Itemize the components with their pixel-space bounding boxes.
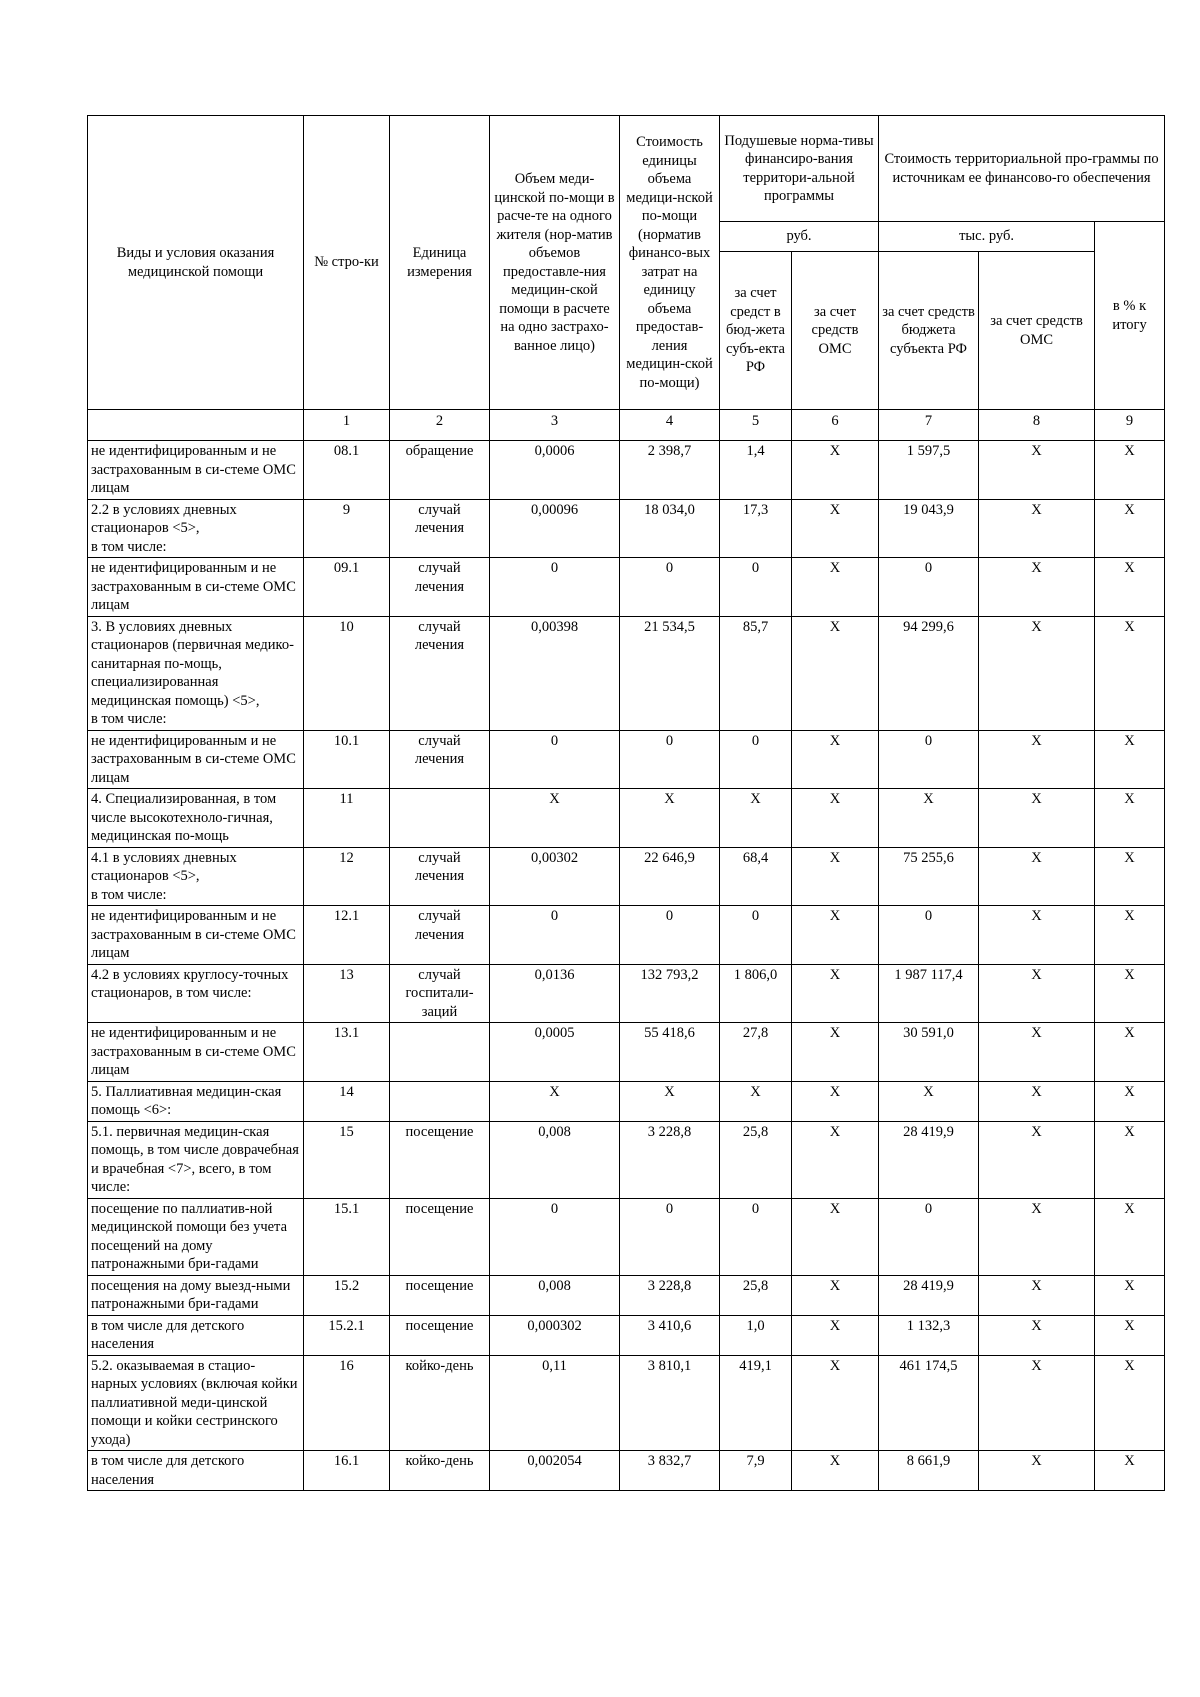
column-number: 1 [304, 410, 390, 441]
row-number: 15.2 [304, 1275, 390, 1315]
row-unit: случай лечения [390, 616, 490, 730]
row-volume: 0 [490, 906, 620, 965]
row-number: 9 [304, 499, 390, 558]
row-norm-budget: 1,4 [720, 441, 792, 500]
row-cost-oms: X [979, 1315, 1095, 1355]
row-cost-budget: 75 255,6 [879, 847, 979, 906]
row-cost-budget: 0 [879, 906, 979, 965]
row-number: 12.1 [304, 906, 390, 965]
row-volume: 0,008 [490, 1275, 620, 1315]
row-unit [390, 1023, 490, 1082]
row-unit [390, 1081, 490, 1121]
row-unit: койко-день [390, 1355, 490, 1451]
row-norm-oms: X [792, 730, 879, 789]
row-unit-cost: 18 034,0 [620, 499, 720, 558]
table-row [88, 906, 1165, 965]
row-cost-budget: 0 [879, 558, 979, 617]
row-norm-budget: 0 [720, 1198, 792, 1275]
row-cost-budget: 19 043,9 [879, 499, 979, 558]
row-volume: 0,0005 [490, 1023, 620, 1082]
row-norm-budget: 25,8 [720, 1275, 792, 1315]
row-norm-oms: X [792, 558, 879, 617]
row-name: 2.2 в условиях дневных стационаров <5>, в том числе: [88, 499, 304, 558]
row-name: 4. Специализированная, в том числе высокотехноло-гичная, медицинская по-мощь [88, 789, 304, 848]
row-unit: случай лечения [390, 730, 490, 789]
row-name: не идентифицированным и не застрахованным в си-стеме ОМС лицам [88, 441, 304, 500]
row-cost-budget: 8 661,9 [879, 1451, 979, 1491]
row-cost-budget: 94 299,6 [879, 616, 979, 730]
row-cost-oms: X [979, 1451, 1095, 1491]
column-number: 4 [620, 410, 720, 441]
row-number: 10.1 [304, 730, 390, 789]
table-row [88, 1451, 1165, 1491]
row-cost-budget: X [879, 1081, 979, 1121]
column-number [88, 410, 304, 441]
column-number: 2 [390, 410, 490, 441]
row-name: 3. В условиях дневных стационаров (первичная медико-санитарная по-мощь, специализированная медицинская помощь) <5>, в том числе: [88, 616, 304, 730]
row-cost-percent: X [1095, 964, 1165, 1023]
row-volume: X [490, 789, 620, 848]
header-unit-thousand-rub: тыс. руб. [879, 222, 1095, 252]
table-row [88, 1121, 1165, 1198]
table-row [88, 499, 1165, 558]
row-norm-oms: X [792, 964, 879, 1023]
row-name: в том числе для детского населения [88, 1451, 304, 1491]
row-volume: 0,008 [490, 1121, 620, 1198]
row-unit: случай лечения [390, 499, 490, 558]
row-norm-budget: X [720, 1081, 792, 1121]
row-volume: 0,0136 [490, 964, 620, 1023]
table-row [88, 847, 1165, 906]
row-norm-budget: 7,9 [720, 1451, 792, 1491]
row-name: посещения на дому выезд-ными патронажными бри-гадами [88, 1275, 304, 1315]
row-cost-budget: 1 597,5 [879, 441, 979, 500]
row-unit: посещение [390, 1275, 490, 1315]
table-row [88, 964, 1165, 1023]
header-volume: Объем меди-цинской по-мощи в расче-те на одного жителя (нор-матив объемов предоставле-ния медицин-ской помощи в расчете на одно застрахо-ванное лицо) [490, 116, 620, 410]
row-norm-budget: 17,3 [720, 499, 792, 558]
header-unit-rub: руб. [720, 222, 879, 252]
row-norm-budget: 27,8 [720, 1023, 792, 1082]
row-norm-oms: X [792, 1023, 879, 1082]
row-cost-percent: X [1095, 441, 1165, 500]
row-norm-budget: 0 [720, 906, 792, 965]
row-cost-oms: X [979, 1121, 1095, 1198]
row-name: не идентифицированным и не застрахованным в си-стеме ОМС лицам [88, 1023, 304, 1082]
row-unit-cost: 3 410,6 [620, 1315, 720, 1355]
row-cost-oms: X [979, 441, 1095, 500]
row-cost-budget: 0 [879, 1198, 979, 1275]
row-cost-oms: X [979, 906, 1095, 965]
row-cost-percent: X [1095, 1315, 1165, 1355]
row-cost-budget: 1 132,3 [879, 1315, 979, 1355]
row-cost-percent: X [1095, 558, 1165, 617]
table-row [88, 789, 1165, 848]
row-cost-budget: X [879, 789, 979, 848]
row-cost-oms: X [979, 558, 1095, 617]
row-cost-percent: X [1095, 1355, 1165, 1451]
row-cost-percent: X [1095, 1198, 1165, 1275]
row-cost-oms: X [979, 499, 1095, 558]
row-norm-oms: X [792, 616, 879, 730]
row-cost-oms: X [979, 1081, 1095, 1121]
table-row [88, 441, 1165, 500]
row-norm-budget: 419,1 [720, 1355, 792, 1451]
row-number: 14 [304, 1081, 390, 1121]
header-cost: Стоимость единицы объема медици-нской по-мощи (норматив финансо-вых затрат на единицу объема предостав-ления медицин-ской по-мощи) [620, 116, 720, 410]
row-unit-cost: 0 [620, 1198, 720, 1275]
row-number: 16.1 [304, 1451, 390, 1491]
row-number: 16 [304, 1355, 390, 1451]
row-number: 08.1 [304, 441, 390, 500]
table-row [88, 1023, 1165, 1082]
row-number: 15.2.1 [304, 1315, 390, 1355]
row-cost-oms: X [979, 847, 1095, 906]
row-number: 13 [304, 964, 390, 1023]
table-row [88, 1355, 1165, 1451]
row-name: посещение по паллиатив-ной медицинской помощи без учета посещений на дому патронажными бри-гадами [88, 1198, 304, 1275]
row-norm-oms: X [792, 1355, 879, 1451]
row-cost-percent: X [1095, 789, 1165, 848]
table-header [88, 116, 1165, 410]
row-name: 5. Паллиативная медицин-ская помощь <6>: [88, 1081, 304, 1121]
row-volume: 0 [490, 730, 620, 789]
row-name: 4.2 в условиях круглосу-точных стационаров, в том числе: [88, 964, 304, 1023]
row-norm-oms: X [792, 906, 879, 965]
row-cost-budget: 28 419,9 [879, 1121, 979, 1198]
row-cost-budget: 30 591,0 [879, 1023, 979, 1082]
row-cost-percent: X [1095, 847, 1165, 906]
row-volume: 0,0006 [490, 441, 620, 500]
row-cost-oms: X [979, 1198, 1095, 1275]
row-cost-percent: X [1095, 1121, 1165, 1198]
row-unit-cost: X [620, 1081, 720, 1121]
row-volume: 0,000302 [490, 1315, 620, 1355]
table-row [88, 1315, 1165, 1355]
row-norm-oms: X [792, 1198, 879, 1275]
row-cost-oms: X [979, 1275, 1095, 1315]
row-cost-percent: X [1095, 1023, 1165, 1082]
header-group-cost: Стоимость территориальной про-граммы по источникам ее финансово-го обеспечения [879, 116, 1165, 222]
header-oms-rub: за счет средств ОМС [792, 252, 879, 410]
column-number: 3 [490, 410, 620, 441]
column-number: 6 [792, 410, 879, 441]
row-volume: 0,002054 [490, 1451, 620, 1491]
row-unit: койко-день [390, 1451, 490, 1491]
row-volume: 0 [490, 1198, 620, 1275]
row-cost-percent: X [1095, 906, 1165, 965]
row-volume: 0,11 [490, 1355, 620, 1451]
row-volume: X [490, 1081, 620, 1121]
row-norm-oms: X [792, 441, 879, 500]
row-norm-budget: 85,7 [720, 616, 792, 730]
row-cost-percent: X [1095, 499, 1165, 558]
row-unit [390, 789, 490, 848]
row-name: 5.2. оказываемая в стацио-нарных условиях (включая койки паллиативной меди-цинской помощи и койки сестринского ухода) [88, 1355, 304, 1451]
row-cost-budget: 461 174,5 [879, 1355, 979, 1451]
row-norm-budget: 0 [720, 558, 792, 617]
row-cost-budget: 0 [879, 730, 979, 789]
row-name: в том числе для детского населения [88, 1315, 304, 1355]
row-name: не идентифицированным и не застрахованным в си-стеме ОМС лицам [88, 906, 304, 965]
row-cost-percent: X [1095, 1451, 1165, 1491]
row-norm-oms: X [792, 847, 879, 906]
header-budget-thousand: за счет средств бюджета субъекта РФ [879, 252, 979, 410]
row-norm-oms: X [792, 789, 879, 848]
row-norm-oms: X [792, 1121, 879, 1198]
row-unit-cost: 3 832,7 [620, 1451, 720, 1491]
header-name: Виды и условия оказания медицинской помощи [88, 116, 304, 410]
table-row [88, 1198, 1165, 1275]
row-norm-oms: X [792, 1315, 879, 1355]
row-unit-cost: 3 228,8 [620, 1275, 720, 1315]
row-number: 12 [304, 847, 390, 906]
header-budget-rub: за счет средст в бюд-жета субъ-екта РФ [720, 252, 792, 410]
row-norm-budget: 0 [720, 730, 792, 789]
column-number: 5 [720, 410, 792, 441]
row-unit-cost: 0 [620, 730, 720, 789]
column-number: 7 [879, 410, 979, 441]
row-cost-percent: X [1095, 616, 1165, 730]
row-unit-cost: 55 418,6 [620, 1023, 720, 1082]
row-number: 11 [304, 789, 390, 848]
row-unit: случай госпитали-заций [390, 964, 490, 1023]
table-row [88, 616, 1165, 730]
program-cost-table [87, 115, 1165, 1491]
column-number: 9 [1095, 410, 1165, 441]
row-cost-oms: X [979, 1023, 1095, 1082]
row-norm-budget: 1 806,0 [720, 964, 792, 1023]
row-unit: посещение [390, 1198, 490, 1275]
row-name: не идентифицированным и не застрахованным в си-стеме ОМС лицам [88, 730, 304, 789]
row-norm-oms: X [792, 1451, 879, 1491]
row-unit-cost: 22 646,9 [620, 847, 720, 906]
row-norm-budget: 1,0 [720, 1315, 792, 1355]
row-number: 15 [304, 1121, 390, 1198]
header-oms-thousand: за счет средств ОМС [979, 252, 1095, 410]
table-row [88, 1275, 1165, 1315]
row-norm-budget: X [720, 789, 792, 848]
row-unit-cost: 2 398,7 [620, 441, 720, 500]
row-number: 13.1 [304, 1023, 390, 1082]
row-number: 10 [304, 616, 390, 730]
header-group-norms: Подушевые норма-тивы финансиро-вания территори-альной программы [720, 116, 879, 222]
row-norm-oms: X [792, 1275, 879, 1315]
row-cost-percent: X [1095, 730, 1165, 789]
row-unit-cost: 0 [620, 558, 720, 617]
row-name: 4.1 в условиях дневных стационаров <5>, в том числе: [88, 847, 304, 906]
row-unit-cost: 132 793,2 [620, 964, 720, 1023]
row-unit-cost: 3 810,1 [620, 1355, 720, 1451]
row-unit: случай лечения [390, 906, 490, 965]
header-unit: Единица измерения [390, 116, 490, 410]
column-number: 8 [979, 410, 1095, 441]
row-name: 5.1. первичная медицин-ская помощь, в том числе доврачебная и врачебная <7>, всего, в том числе: [88, 1121, 304, 1198]
row-norm-oms: X [792, 1081, 879, 1121]
row-volume: 0 [490, 558, 620, 617]
row-name: не идентифицированным и не застрахованным в си-стеме ОМС лицам [88, 558, 304, 617]
row-cost-oms: X [979, 789, 1095, 848]
row-volume: 0,00096 [490, 499, 620, 558]
row-unit: посещение [390, 1121, 490, 1198]
row-volume: 0,00398 [490, 616, 620, 730]
row-cost-percent: X [1095, 1081, 1165, 1121]
column-numbers-row [88, 410, 1165, 441]
row-cost-budget: 28 419,9 [879, 1275, 979, 1315]
row-unit-cost: 21 534,5 [620, 616, 720, 730]
row-unit-cost: X [620, 789, 720, 848]
row-cost-budget: 1 987 117,4 [879, 964, 979, 1023]
row-number: 09.1 [304, 558, 390, 617]
row-unit-cost: 3 228,8 [620, 1121, 720, 1198]
row-cost-oms: X [979, 616, 1095, 730]
row-unit: посещение [390, 1315, 490, 1355]
row-cost-oms: X [979, 730, 1095, 789]
header-row-no: № стро-ки [304, 116, 390, 410]
row-number: 15.1 [304, 1198, 390, 1275]
row-unit: случай лечения [390, 847, 490, 906]
document-page [87, 115, 1164, 1491]
row-unit-cost: 0 [620, 906, 720, 965]
table-body [88, 410, 1165, 1491]
row-cost-percent: X [1095, 1275, 1165, 1315]
row-unit: случай лечения [390, 558, 490, 617]
row-unit: обращение [390, 441, 490, 500]
table-row [88, 558, 1165, 617]
row-norm-oms: X [792, 499, 879, 558]
table-row [88, 1081, 1165, 1121]
row-volume: 0,00302 [490, 847, 620, 906]
row-cost-oms: X [979, 1355, 1095, 1451]
row-norm-budget: 68,4 [720, 847, 792, 906]
table-row [88, 730, 1165, 789]
row-norm-budget: 25,8 [720, 1121, 792, 1198]
row-cost-oms: X [979, 964, 1095, 1023]
header-percent: в % к итогу [1095, 222, 1165, 410]
